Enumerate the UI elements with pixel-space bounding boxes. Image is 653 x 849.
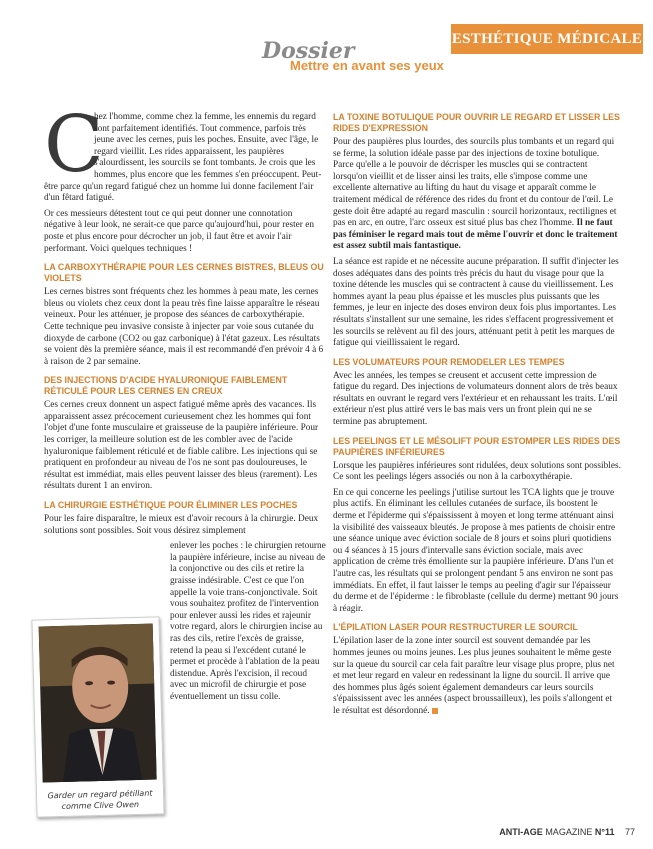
section-heading-carboxytherapie: LA CARBOXYTHÉRAPIE POUR LES CERNES BISTRES, BLEUS OU VIOLETS <box>44 262 324 284</box>
section-body-toxine-1 <box>333 137 621 253</box>
portrait-photo <box>31 616 164 817</box>
section-heading-hyaluronique: DES INJECTIONS D'ACIDE HYALURONIQUE FAIBLEMENT RÉTICULÉ POUR LES CERNES EN CREUX <box>44 375 288 397</box>
page-footer <box>499 827 635 837</box>
section-heading-volumateurs: LES VOLUMATEURS POUR REMODELER LES TEMPES <box>333 356 565 367</box>
toxine-bold-statement: Il ne faut pas féminiser le regard mais tout de même l'ouvrir et donc le traitement est assez subtil mais fantastique. <box>333 218 618 252</box>
intro <box>44 100 326 255</box>
section-body-hyaluronique: Ces cernes creux donnent un aspect fatigué même après des vacances. Ils apparaissent assez précocement curieusement chez les hommes qui font l'objet d'une fonte musculaire et graisseuse de la paupière inférieure. Pour les corriger, la meilleure solution est de les combler avec de l'acide hyaluronique faiblement réticulé et de fiable calibre. Les injections qui se pratiquent en profondeur au niveau de l'os ne sont pas douloureuses, le résultat est immédiat, mais elles peuvent laisser des bleus (rarement). Les résultats durent 1 an environ. <box>44 400 319 492</box>
section-body-carboxytherapie: Les cernes bistres sont fréquents chez les hommes à peau mate, les cernes bleus ou violets chez ceux dont la peau très fine laisse apparaître le réseau veineux. Pour les atténuer, je propose des séances de carboxythérapie. Cette technique peu invasive consiste à injecter par voie sous cutanée du dioxyde de carbone (CO2 ou gaz carbonique) à l'état gazeux. Les résultats se voient dès la première séance, mais il est recommandé d'en prévoir 4 à 6 à raison de 2 par semaine. <box>44 287 324 367</box>
toxine-text: Pour des paupières plus lourdes, des sourcils plus tombants et un regard qui se ferme, la solution idéale passe par des injections de toxine botulique. Parce qu'elle a le pouvoir de décrisper les muscles qui se contractent lorsqu'on vieillit et de lisser ainsi les traits, elle s'impose comme une excellente alternative au lifting du haut du visage et apparaît comme le traitement médical de référence des rides du front et du contour de l'œil. Le geste doit être adapté au regard masculin : sourcil horizontaux, rectilignes et pas en arc, en outre, l'arc osseux est situé plus bas chez l'homme. <box>333 137 617 229</box>
magazine-name: ANTI-AGE <box>499 827 543 837</box>
issue-number: N°11 <box>594 827 615 837</box>
drop-cap: C <box>44 100 104 190</box>
epilation-text: L'épilation laser de la zone inter sourcil est souvent demandée par les hommes jeunes ou moins jeunes. Les plus jeunes souhaitent le même geste sur la queue du sourcil car cela fait paraître leur visage plus propre, plus net et met leur regard en valeur en redessinant la ligne du sourcil. Il arrive que des hommes plus âgés soient également demandeurs car leurs sourcils s'épaississent avec les années (aspect broussailleux), les poils s'allongent et le résultat est désordonné. <box>333 636 615 716</box>
section-body-peelings-1: Lorsque les paupières inférieures sont ridulées, deux solutions sont possibles. Ce sont les peelings légers associés ou non à la carboxythérapie. <box>333 460 621 483</box>
section-body-chirurgie-2: enlever les poches : le chirurgien retourne la paupière inférieure, incise au niveau de la conjonctive ou des cils et retire la graisse indésirable. C'est ce que l'on appelle la voie trans-conjonctivale. Soit vous souhaitez profitez de l'intervention pour enlever aussi les rides et rajeunir votre regard, alors le chirurgien incise au ras des cils, retire l'excès de graisse, retend la peau si l'excédent cutané le permet et procède à l'ablation de la peau distendue. Après l'excision, il recoud avec un microfil de chirurgie et pose éventuellement un tissu colle. <box>170 541 326 702</box>
page-title: Mettre en avant ses yeux <box>290 58 444 73</box>
page-number: 77 <box>624 827 635 837</box>
right-column <box>333 112 621 722</box>
section-heading-peelings: LES PEELINGS ET LE MÉSOLIFT POUR ESTOMPER LES RIDES DES PAUPIÈRES INFÉRIEURES <box>333 435 621 457</box>
magazine-word: MAGAZINE <box>545 827 593 837</box>
photo-caption: Garder un regard pétillant comme Clive Owen <box>47 788 153 811</box>
section-heading-chirurgie: LA CHIRURGIE ESTHÉTIQUE POUR ÉLIMINER LES POCHES <box>44 500 298 511</box>
intro-paragraph-2: Or ces messieurs détestent tout ce qui peut donner une connotation négative à leur look, ne serait-ce que parce qu'aujourd'hui, pour rester en poste et plus encore pour décrocher un job, il faut être et avoir l'air performant. Voici quelques techniques ! <box>44 208 315 254</box>
end-mark-icon <box>432 708 438 714</box>
section-body-chirurgie-1: Pour les faire disparaître, le mieux est d'avoir recours à la chirurgie. Deux solutions sont possibles. Soit vous désirez simplement <box>44 514 319 536</box>
section-tag: ESTHÉTIQUE MÉDICALE <box>451 24 643 54</box>
section-body-volumateurs: Avec les années, les tempes se creusent et accusent cette impression de fatigue du regard. Des injections de volumateurs donnent alors de très beaux résultats en ouvrant le regard vers l'extérieur et en rehaussant les traits. L'œil extérieur n'est plus attiré vers le bas mais vers un front plein qui ne se termine pas abruptement. <box>333 370 618 428</box>
portrait-illustration <box>39 624 157 783</box>
section-body-peelings-2: En ce qui concerne les peelings j'utilise surtout les TCA lights que je trouve plus actifs. En éliminant les cellules cutanées de surface, ils boostent le derme et l'épiderme qui s'épaississent à moyen et long terme atténuant ainsi la visibilité des vaisseaux bleutés. Je propose à mes patients de choisir entre une séance unique avec éviction sociale de 8 jours et soins pluri quotidiens ou 4 séances à 15 jours d'intervalle sans éviction sociale, mais avec application de crème très émolliente sur la paupière inférieure. D'ans l'un et l'autre cas, les résultats qui se prolongent pendant 5 ans environ ne sont pas immédiats. En effet, il faut laisser le temps au peeling d'agir sur l'épaisseur du derme et de l'épiderme : le fibroblaste (cellule du derme) mettant 90 jours à réagir. <box>333 487 619 614</box>
section-body-epilation <box>333 636 621 717</box>
section-body-toxine-2: La séance est rapide et ne nécessite aucune préparation. Il suffit d'injecter les doses adéquates dans des points très précis du haut du visage pour que la toxine détende les muscles qui se contractent à cause du vieillissement. Les hommes ayant la peau plus épaisse et les muscles plus puissants que les femmes, je leur en injecte des doses environ deux fois plus importantes. Les résultats s'installent sur une semaine, les rides s'effacent progressivement et les sourcils se relèvent au fil des jours, atténuant petit à petit les marques de fatigue qui vieillissaient le regard. <box>333 256 619 349</box>
portrait-image <box>39 624 157 783</box>
section-heading-epilation: L'ÉPILATION LASER POUR RESTRUCTURER LE SOURCIL <box>333 622 578 633</box>
intro-paragraph-1: hez l'homme, comme chez la femme, les ennemis du regard sont parfaitement identifiés. Tout commence, parfois très jeune avec les cernes, puis les poches. Ensuite, avec l'âge, le regard vieillit. Les rides apparaissent, les paupières s'alourdissent, les sourcils se font tombants. Je crois que les hommes, plus encore que les femmes s'en préoccupent. Peut-être parce qu'un regard fatigué chez un homme lui donne facilement l'air d'un fêtard fatigué. <box>44 112 322 204</box>
dossier-label: Dossier <box>262 38 355 64</box>
section-heading-toxine: LA TOXINE BOTULIQUE POUR OUVRIR LE REGARD ET LISSER LES RIDES D'EXPRESSION <box>333 112 620 133</box>
